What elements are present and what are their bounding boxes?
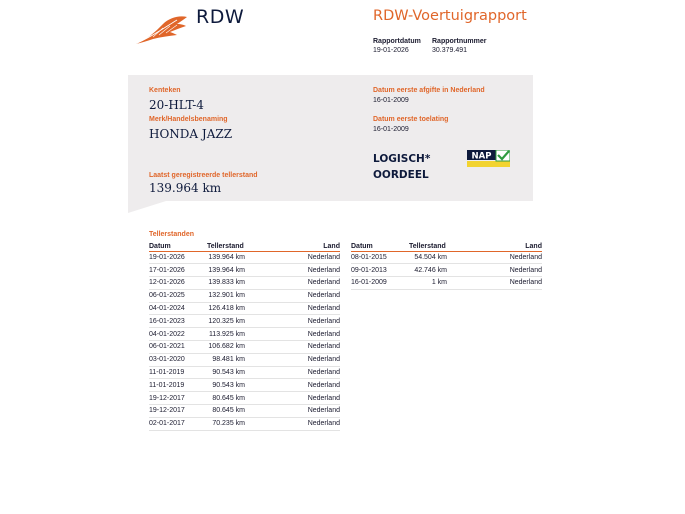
report-title: RDW-Voertuigrapport [373,8,527,24]
header-datum: Datum [351,242,395,251]
cell-land: Nederland [245,302,340,315]
cell-datum: 08-01-2015 [351,251,395,264]
cell-land: Nederland [245,251,340,264]
tellerstanden-table-left [149,242,340,431]
cell-land: Nederland [245,289,340,302]
tellerstanden-table-right [351,242,542,290]
cell-tellerstand: 113.925 km [193,328,245,341]
header-datum: Datum [149,242,193,251]
merk-value: HONDA JAZZ [149,127,233,141]
cell-tellerstand: 139.964 km [193,264,245,277]
cell-datum: 19-12-2017 [149,392,193,405]
rdw-logo-icon [133,14,189,46]
table-row [149,251,340,264]
nap-check-icon [467,150,510,167]
cell-land: Nederland [245,417,340,430]
afgifte-label: Datum eerste afgifte in Nederland [373,87,485,94]
cell-datum: 11-01-2019 [149,379,193,392]
header-land: Land [447,242,542,251]
nap-text: NAP [471,151,492,162]
cell-land: Nederland [245,341,340,354]
cell-tellerstand: 70.235 km [193,417,245,430]
rapportnummer-label: Rapportnummer [432,38,487,45]
table-row [149,392,340,405]
cell-land: Nederland [245,328,340,341]
cell-tellerstand: 80.645 km [193,392,245,405]
table-header-row [149,242,340,251]
kenteken-value: 20-HLT-4 [149,98,204,112]
cell-land: Nederland [245,277,340,290]
verdict-line-2: OORDEEL [373,169,429,181]
table-row [149,417,340,430]
cell-datum: 06-01-2021 [149,341,193,354]
table-row [149,328,340,341]
cell-tellerstand: 90.543 km [193,379,245,392]
cell-datum: 09-01-2013 [351,264,395,277]
table-row [149,379,340,392]
cell-tellerstand: 90.543 km [193,366,245,379]
cell-tellerstand: 54.504 km [395,251,447,264]
afgifte-value: 16-01-2009 [373,97,409,104]
cell-datum: 12-01-2026 [149,277,193,290]
cell-datum: 02-01-2017 [149,417,193,430]
cell-land: Nederland [245,379,340,392]
table-row [149,289,340,302]
tellerstanden-title: Tellerstanden [149,231,194,238]
cell-land: Nederland [245,392,340,405]
table-row [351,264,542,277]
table-row [149,302,340,315]
cell-datum: 16-01-2009 [351,277,395,290]
table-row [149,353,340,366]
cell-datum: 16-01-2023 [149,315,193,328]
cell-tellerstand: 139.833 km [193,277,245,290]
table-row [149,264,340,277]
kenteken-label: Kenteken [149,87,181,94]
table-row [149,405,340,418]
rapportnummer-value: 30.379.491 [432,47,468,54]
cell-tellerstand: 126.418 km [193,302,245,315]
table-row [149,366,340,379]
cell-land: Nederland [245,366,340,379]
tellerstand-label: Laatst geregistreerde tellerstand [149,172,258,179]
cell-land: Nederland [447,264,542,277]
merk-label: Merk/Handelsbenaming [149,116,228,123]
cell-tellerstand: 106.682 km [193,341,245,354]
rapportdatum-value: 19-01-2026 [373,47,409,54]
toelating-value: 16-01-2009 [373,126,409,133]
table-row [149,341,340,354]
cell-tellerstand: 1 km [395,277,447,290]
tellerstand-value: 139.964 km [149,181,222,195]
cell-land: Nederland [245,264,340,277]
cell-land: Nederland [245,315,340,328]
cell-tellerstand: 120.325 km [193,315,245,328]
cell-datum: 04-01-2024 [149,302,193,315]
table-row [351,251,542,264]
cell-datum: 03-01-2020 [149,353,193,366]
cell-tellerstand: 42.746 km [395,264,447,277]
toelating-label: Datum eerste toelating [373,116,449,123]
brand-name: RDW [196,6,245,28]
cell-datum: 19-01-2026 [149,251,193,264]
cell-land: Nederland [245,405,340,418]
cell-tellerstand: 139.964 km [193,251,245,264]
panel-notch [128,201,166,213]
cell-land: Nederland [447,251,542,264]
cell-datum: 17-01-2026 [149,264,193,277]
table-row [149,315,340,328]
rapportdatum-label: Rapportdatum [373,38,421,45]
cell-datum: 11-01-2019 [149,366,193,379]
verdict-line-1: LOGISCH* [373,153,431,165]
cell-datum: 04-01-2022 [149,328,193,341]
header-land: Land [245,242,340,251]
cell-datum: 19-12-2017 [149,405,193,418]
table-row [351,277,542,290]
header-tellerstand: Tellerstand [193,242,245,251]
cell-land: Nederland [245,353,340,366]
cell-tellerstand: 98.481 km [193,353,245,366]
header-tellerstand: Tellerstand [395,242,447,251]
table-row [149,277,340,290]
table-header-row [351,242,542,251]
cell-land: Nederland [447,277,542,290]
cell-tellerstand: 80.645 km [193,405,245,418]
cell-datum: 06-01-2025 [149,289,193,302]
cell-tellerstand: 132.901 km [193,289,245,302]
